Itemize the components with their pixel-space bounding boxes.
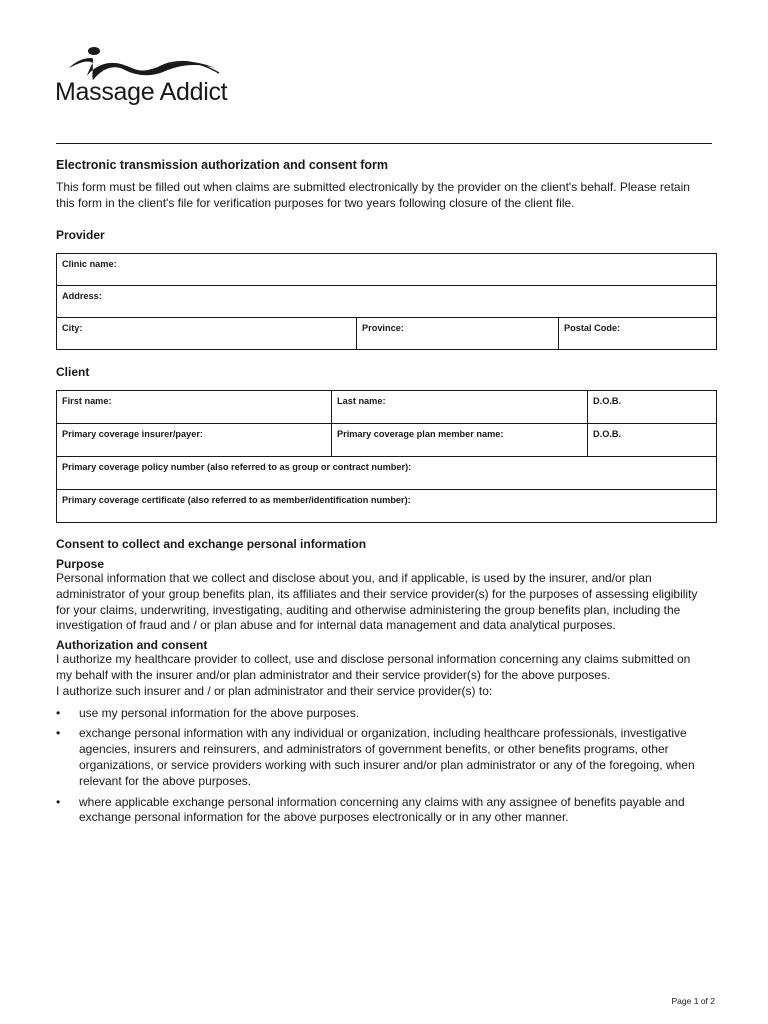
- first-name-field[interactable]: [57, 391, 332, 424]
- certificate-number-label: Primary coverage certificate (also referred to as member/identification number):: [62, 495, 411, 505]
- province-label: Province:: [362, 323, 404, 333]
- logo-wordmark: Massage Addict: [55, 78, 228, 106]
- policy-number-field[interactable]: [57, 457, 717, 490]
- address-label: Address:: [62, 291, 102, 301]
- list-item: [56, 795, 716, 827]
- client-heading: Client: [56, 365, 90, 379]
- postal-code-field[interactable]: [559, 318, 717, 350]
- header-divider: [56, 143, 712, 144]
- form-body: [56, 158, 716, 831]
- consent-heading: Consent to collect and exchange personal information: [56, 537, 367, 551]
- member-dob-field[interactable]: [588, 424, 717, 457]
- clinic-name-field[interactable]: [57, 254, 717, 286]
- insurer-label: Primary coverage insurer/payer:: [62, 429, 203, 439]
- massage-addict-logo: [55, 44, 235, 110]
- member-dob-label: D.O.B.: [593, 429, 622, 439]
- first-name-label: First name:: [62, 396, 112, 406]
- dob-label: D.O.B.: [593, 396, 622, 406]
- list-item-text: where applicable exchange personal information concerning any claims with any assignee of benefits payable and exchange personal information for the above purposes electronically or in any other manner.: [79, 794, 685, 825]
- insurer-field[interactable]: [57, 424, 332, 457]
- list-item: [56, 706, 716, 722]
- purpose-heading: Purpose: [56, 557, 105, 571]
- list-item-text: exchange personal information with any individual or organization, including healthcare professionals, investigative agencies, insurers and reinsurers, and administrators of government benefits, or other benefits programs, other organizations, or service providers working with such insurer and/or plan administrator or any of the foregoing, when relevant for the above purposes.: [79, 726, 695, 788]
- address-field[interactable]: [57, 286, 717, 318]
- city-field[interactable]: [57, 318, 357, 350]
- form-intro: This form must be filled out when claims are submitted electronically by the provider on the client's behalf. Please retain this form in the client's file for verification purposes for two years following closure of the client file.: [56, 180, 690, 210]
- authorization-text-2: I authorize such insurer and / or plan administrator and their service provider(s) to:: [56, 683, 493, 698]
- list-item: [56, 726, 716, 789]
- clinic-name-label: Clinic name:: [62, 259, 117, 269]
- plan-member-name-field[interactable]: [332, 424, 588, 457]
- purpose-text: Personal information that we collect and disclose about you, and if applicable, is used by the insurer, and/or plan administrator of your group benefits plan, its affiliates and their service provider(s) for the purposes of assessing eligibility for your claims, underwriting, investigating, auditing and otherwise administering the group benefits plan, including the investigation of fraud and / or plan abuse and for internal data management and data analytical purposes.: [56, 571, 698, 633]
- page-number: Page 1 of 2: [671, 996, 715, 1006]
- authorization-text-1: I authorize my healthcare provider to collect, use and disclose personal information concerning any claims submitted on my behalf with the insurer and/or plan administrator and their service provider(s) for the above purposes.: [56, 652, 691, 682]
- policy-number-label: Primary coverage policy number (also referred to as group or contract number):: [62, 462, 412, 472]
- bullet-icon: •: [56, 705, 61, 720]
- dob-field[interactable]: [588, 391, 717, 424]
- provider-heading: Provider: [56, 228, 105, 242]
- provider-table: [56, 253, 717, 350]
- bullet-icon: •: [56, 794, 61, 809]
- bullet-icon: •: [56, 726, 61, 741]
- postal-code-label: Postal Code:: [564, 323, 621, 333]
- list-item-text: use my personal information for the above purposes.: [79, 705, 360, 720]
- client-table: [56, 390, 717, 523]
- certificate-number-field[interactable]: [57, 490, 717, 523]
- city-label: City:: [62, 323, 83, 333]
- province-field[interactable]: [357, 318, 559, 350]
- authorization-list: [56, 706, 716, 827]
- plan-member-name-label: Primary coverage plan member name:: [337, 429, 504, 439]
- form-title: Electronic transmission authorization and consent form: [56, 158, 388, 172]
- last-name-label: Last name:: [337, 396, 386, 406]
- last-name-field[interactable]: [332, 391, 588, 424]
- authorization-heading: Authorization and consent: [56, 638, 208, 653]
